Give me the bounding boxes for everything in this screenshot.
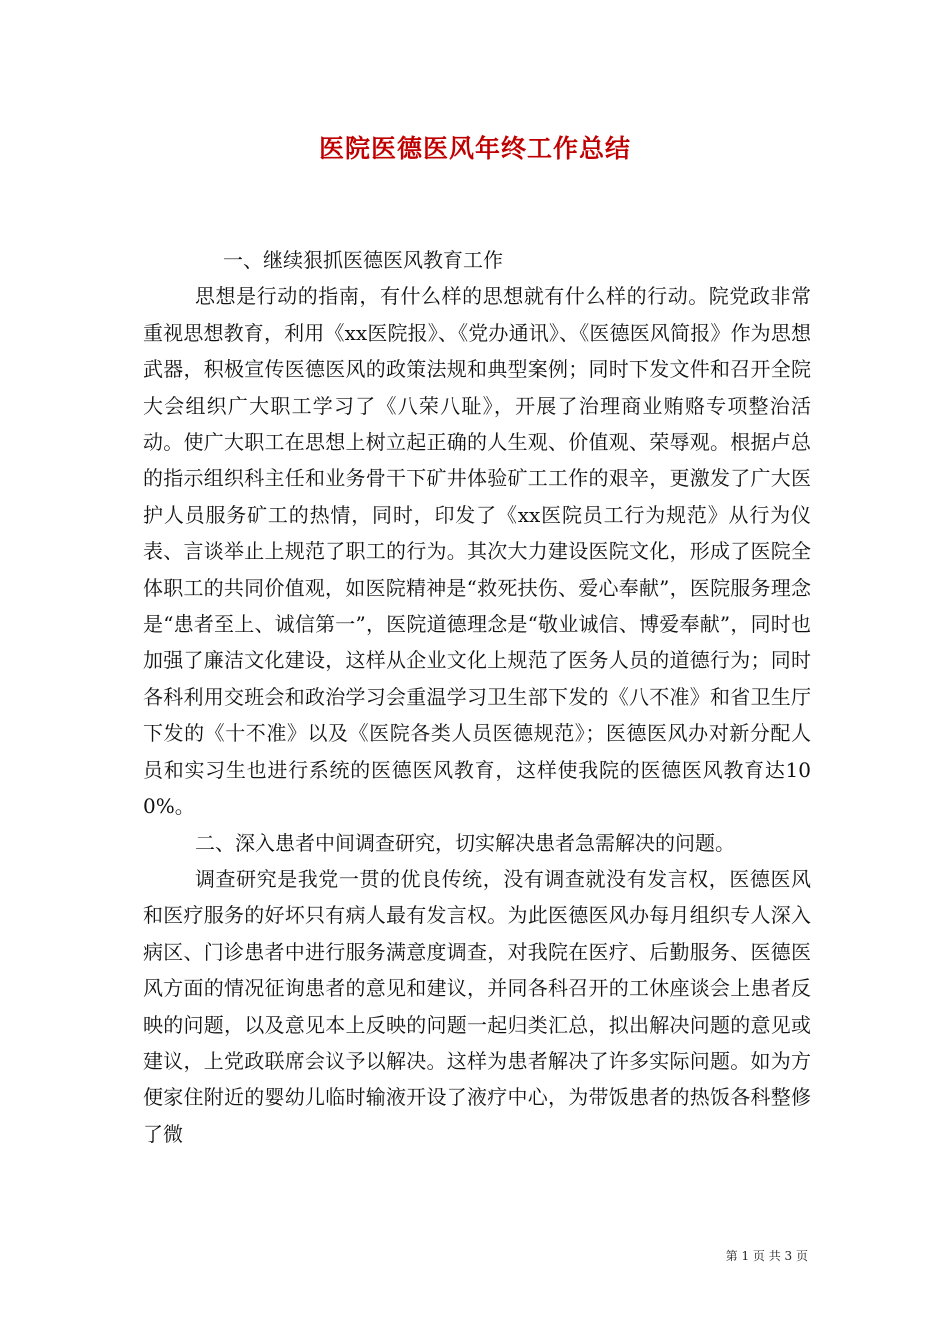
section-heading-2: 二、深入患者中间调查研究，切实解决患者急需解决的问题。	[195, 830, 735, 855]
body-paragraph-1: 思想是行动的指南，有什么样的思想就有什么样的行动。院党政非常重视思想教育，利用《xx医院报》、《党办通讯》、《医德医风简报》作为思想武器，积极宣传医德医风的政策法规和典型案例；同时下发文件和召开全院大会组织广大职工学习了《八荣八耻》，开展了治理商业贿赂专项整治活动。使广大职工在思想上树立起正确的人生观、价值观、荣辱观。根据卢总的指示组织科主任和业务骨干下矿井体验矿工工作的艰辛，更激发了广大医护人员服务矿工的热情，同时，印发了《xx医院员工行为规范》从行为仪表、言谈举止上规范了职工的行为。其次大力建设医院文化，形成了医院全体职工的共同价值观，如医院精神是“救死扶伤、爱心奉献”，医院服务理念是“患者至上、诚信第一”，医院道德理念是“敬业诚信、博爱奉献”，同时也加强了廉洁文化建设，这样从企业文化上规范了医务人员的道德行为；同时各科利用交班会和政治学习会重温学习卫生部下发的《八不准》和省卫生厅下发的《十不准》以及《医院各类人员医德规范》；医德医风办对新分配人员和实习生也进行系统的医德医风教育，这样使我院的医德医风教育达100%。	[143, 284, 811, 819]
page-number-footer: 第 1 页 共 3 页	[725, 1249, 808, 1263]
document-title: 医院医德医风年终工作总结	[318, 134, 631, 163]
body-paragraph-2: 调查研究是我党一贯的优良传统，没有调查就没有发言权，医德医风和医疗服务的好坏只有病人最有发言权。为此医德医风办每月组织专人深入病区、门诊患者中进行服务满意度调查，对我院在医疗、后勤服务、医德医风方面的情况征询患者的意见和建议，并同各科召开的工休座谈会上患者反映的问题，以及意见本上反映的问题一起归类汇总，拟出解决问题的意见或建议，上党政联席会议予以解决。这样为患者解决了许多实际问题。如为方便家住附近的婴幼儿临时输液开设了液疗中心，为带饭患者的热饭各科整修了微	[143, 866, 811, 1146]
document-body	[143, 242, 811, 1152]
section-heading-1: 一、继续狠抓医德医风教育工作	[223, 248, 503, 272]
